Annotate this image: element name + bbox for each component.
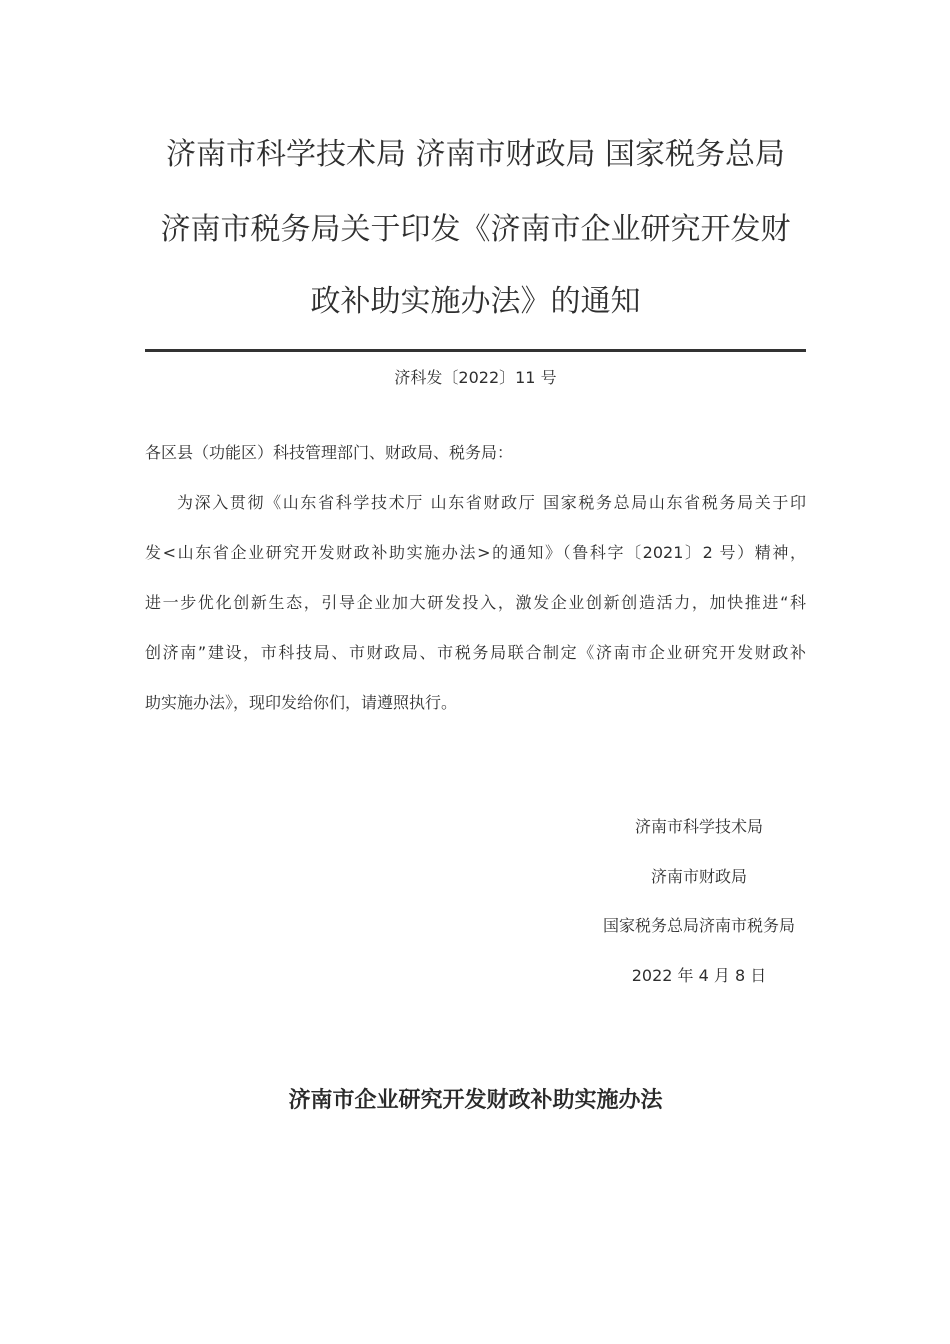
body-line-4: 创济南”建设，市科技局、市财政局、市税务局联合制定《济南市企业研究开发财政补: [145, 643, 806, 662]
title-divider-rule: [145, 349, 806, 352]
body-line-2: 发<山东省企业研究开发财政补助实施办法>的通知》（鲁科字〔2021〕2 号）精神，: [145, 543, 806, 562]
body-line-3: 进一步优化创新生态，引导企业加大研发投入，激发企业创新创造活力，加快推进“科: [145, 593, 806, 612]
issue-date: 2022 年 4 月 8 日: [631, 965, 767, 985]
document-title-line-2: 济南市税务局关于印发《济南市企业研究开发财: [160, 212, 791, 247]
issuer-finance-bureau: 济南市财政局: [650, 866, 747, 886]
signature-block: [592, 802, 806, 1000]
notice-body-paragraph: [145, 478, 806, 728]
salutation: 各区县（功能区）科技管理部门、财政局、税务局：: [145, 443, 514, 462]
issuer-tax-bureau: 国家税务总局济南市税务局: [602, 916, 795, 935]
document-title-line-1: 济南市科学技术局 济南市财政局 国家税务总局: [165, 137, 786, 172]
body-line-5: 助实施办法》，现印发给你们，请遵照执行。: [145, 693, 458, 712]
issuer-science-technology-bureau: 济南市科学技术局: [634, 817, 763, 836]
body-line-1: 为深入贯彻《山东省科学技术厅 山东省财政厅 国家税务总局山东省税务局关于印: [177, 493, 806, 512]
document-number: 济科发〔2022〕11 号: [394, 368, 557, 387]
attachment-heading: 济南市企业研究开发财政补助实施办法: [288, 1088, 663, 1113]
document-title-line-3: 政补助实施办法》的通知: [310, 284, 641, 319]
